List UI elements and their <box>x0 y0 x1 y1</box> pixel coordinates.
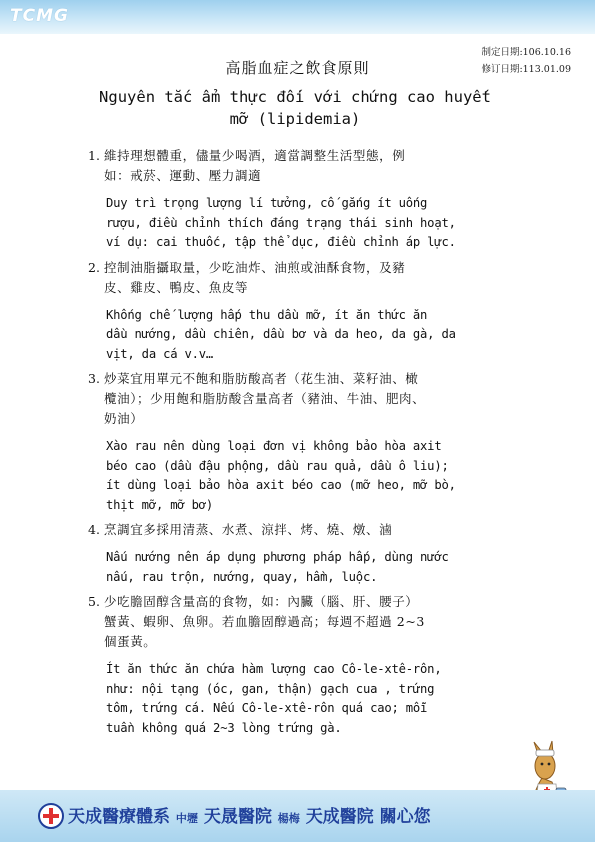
item-chinese-body: 皮、雞皮、鴨皮、魚皮等 <box>104 279 249 295</box>
item-chinese-head: 控制油脂攝取量，少吃油炸、油煎或油酥食物，及豬 <box>104 259 406 275</box>
page-title-chinese: 高脂血症之飲食原則 <box>225 59 370 77</box>
item-number: 1. <box>88 148 100 163</box>
guideline-item-1 <box>88 146 518 253</box>
location-zhongli: 中壢 <box>175 812 198 825</box>
brand-hospital-2: 天成醫院 <box>305 807 374 827</box>
guideline-item-5 <box>88 592 518 738</box>
top-banner <box>0 0 595 34</box>
guideline-item-3 <box>88 369 518 515</box>
page-title-vietnamese: Nguyên tắc ẩm thực đối với chứng cao huyết mỡ (lipidemia) <box>99 88 491 128</box>
guideline-list <box>88 146 518 743</box>
item-vietnamese: Nấu nướng nên áp dụng phương pháp hấp, dùng nước nấu, rau trộn, nướng, quay, hầm, luộc. <box>106 550 449 584</box>
item-vietnamese: Khống chế lượng hấp thu dầu mỡ, ít ăn thức ăn dầu nướng, dầu chiên, dầu bơ và da heo, da gà, da vịt, da cá v.v… <box>106 307 456 361</box>
brand-hospital-1: 天晟醫院 <box>203 807 272 827</box>
item-number: 5. <box>88 594 100 609</box>
item-chinese-body: 如：戒菸、運動、壓力調適 <box>104 168 262 183</box>
footer-slogan: 關心您 <box>379 807 431 827</box>
tcmg-logo: TCMG <box>10 6 69 26</box>
footer-banner <box>0 790 595 842</box>
item-chinese-head: 炒菜宜用單元不飽和脂肪酸高者（花生油、菜籽油、橄 <box>104 371 419 386</box>
item-chinese-head: 維持理想體重，儘量少喝酒，適當調整生活型態，例 <box>104 148 406 163</box>
item-number: 4. <box>88 522 100 537</box>
hospital-brand-line <box>68 802 431 827</box>
item-chinese-head: 少吃膽固醇含量高的食物，如：內臟（腦、肝、腰子） <box>104 594 419 609</box>
item-chinese-body: 欖油）；少用飽和脂肪酸含量高者（豬油、牛油、肥肉、 奶油） <box>104 391 426 426</box>
item-vietnamese: Ít ăn thức ăn chứa hàm lượng cao Cô-le-xtê-rôn, như: nội tạng (óc, gan, thận) gạch cua , trứng tôm, trứng cá. Nếu Cô-le-xtê-rôn quá cao; mỗi tuần không quá 2~3 lòng trứng gà. <box>106 662 442 735</box>
location-yangmei: 楊梅 <box>277 812 300 825</box>
item-vietnamese: Duy trì trọng lượng lí tưởng, cố gắng ít uống rượu, điều chỉnh thích đáng trạng thái sinh hoạt, ví dụ: cai thuốc, tập thể dục, điều chỉnh áp lực. <box>106 196 456 249</box>
medical-cross-icon <box>38 803 64 829</box>
item-vietnamese: Xào rau nên dùng loại đơn vị không bảo hòa axit béo cao (dầu đậu phộng, dầu rau quả, dầu ô liu); ít dùng loại bảo hòa axit béo cao (mỡ heo, mỡ bò, thịt mỡ, mỡ bơ) <box>106 439 456 512</box>
item-chinese-head: 烹調宜多採用清蒸、水煮、涼拌、烤、燒、燉、滷 <box>104 522 393 537</box>
guideline-item-2 <box>88 258 518 365</box>
item-chinese-body: 蟹黃、蝦卵、魚卵。若血膽固醇過高；每週不超過 2~3 個蛋黃。 <box>104 614 425 649</box>
date-revised: 修订日期:113.01.09 <box>481 64 571 75</box>
guideline-item-4 <box>88 520 518 587</box>
item-number: 3. <box>88 371 100 386</box>
date-made: 制定日期:106.10.16 <box>481 47 571 58</box>
item-number: 2. <box>88 259 100 275</box>
brand-system-name: 天成醫療體系 <box>68 807 170 827</box>
